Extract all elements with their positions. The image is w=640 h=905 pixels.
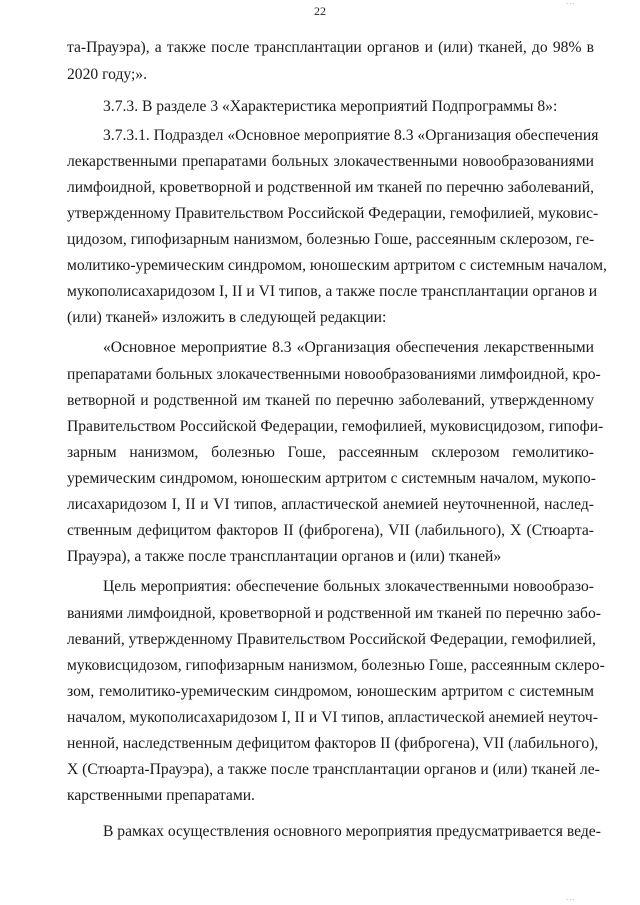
text-line: (или) тканей» изложить в следующей редакции:: [67, 309, 387, 326]
text-line: мукополисахаридозом I, II и VI типов, а также после трансплантации органов и: [67, 283, 598, 300]
text-line: ваниями лимфоидной, кроветворной и родственной им тканей по перечню забо-: [67, 605, 601, 622]
text-line: карственными препаратами.: [67, 787, 255, 804]
text-line: ветворной и родственной им тканей по перечню заболеваний, утвержденному: [67, 392, 594, 409]
text-line: В рамках осуществления основного мероприятия предусматривается веде-: [103, 823, 601, 840]
text-line: утвержденному Правительством Российской Федерации, гемофилией, муковис-: [67, 205, 599, 222]
text-line: та-Прауэра), а также после трансплантации органов и (или) тканей, до 98% в: [67, 39, 594, 56]
text-line: зом, гемолитико-уремическим синдромом, юношеским артритом с системным: [67, 683, 594, 700]
text-line: 2020 году;».: [67, 66, 147, 83]
text-line: леваний, утвержденному Правительством Российской Федерации, гемофилией,: [67, 631, 596, 648]
section-heading: 3.7.3. В разделе 3 «Характеристика мероприятий Подпрограммы 8»:: [103, 98, 558, 115]
text-line: Правительством Российской Федерации, гемофилией, муковисцидозом, гипофи-: [67, 418, 604, 435]
text-line: цидозом, гипофизарным нанизмом, болезнью Гоше, рассеянным склерозом, ге-: [67, 231, 595, 248]
text-line: зарным нанизмом, болезнью Гоше, рассеянным склерозом гемолитико-: [67, 444, 594, 461]
page-number: 22: [314, 4, 326, 18]
text-line: 3.7.3.1. Подраздел «Основное мероприятие 8.3 «Организация обеспечения: [103, 127, 599, 144]
text-line: муковисцидозом, гипофизарным нанизмом, болезнью Гоше, рассеянным склеро-: [67, 657, 605, 674]
text-line: началом, мукополисахаридозом I, II и VI типов, апластической анемией неуточ-: [67, 709, 598, 726]
text-line: Цель мероприятия: обеспечение больных злокачественными новообразо-: [103, 578, 594, 595]
scan-artifact: ·∙·: [566, 0, 576, 8]
text-line: препаратами больных злокачественными новообразованиями лимфоидной, кро-: [67, 366, 601, 383]
text-line: лисахаридозом I, II и VI типов, апластической анемией неуточненной, наслед-: [67, 496, 594, 513]
text-line: лекарственными препаратами больных злокачественными новообразованиями: [67, 153, 594, 170]
text-line: молитико-уремическим синдромом, юношеским артритом с системным началом,: [67, 257, 607, 274]
text-line: ственным дефицитом факторов II (фиброгена), VII (лабильного), X (Стюарта-: [67, 522, 594, 539]
text-line: «Основное мероприятие 8.3 «Организация обеспечения лекарственными: [103, 339, 594, 356]
text-line: X (Стюарта-Прауэра), а также после трансплантации органов и (или) тканей ле-: [67, 761, 600, 778]
text-line: Прауэра), а также после трансплантации органов и (или) тканей»: [67, 548, 502, 565]
scan-artifact: ·∙·: [566, 896, 576, 904]
text-line: лимфоидной, кроветворной и родственной им тканей по перечню заболеваний,: [67, 179, 594, 196]
text-line: уремическим синдромом, юношеским артритом с системным началом, мукопо-: [67, 470, 596, 487]
text-line: ненной, наследственным дефицитом факторов II (фиброгена), VII (лабильного),: [67, 735, 599, 752]
